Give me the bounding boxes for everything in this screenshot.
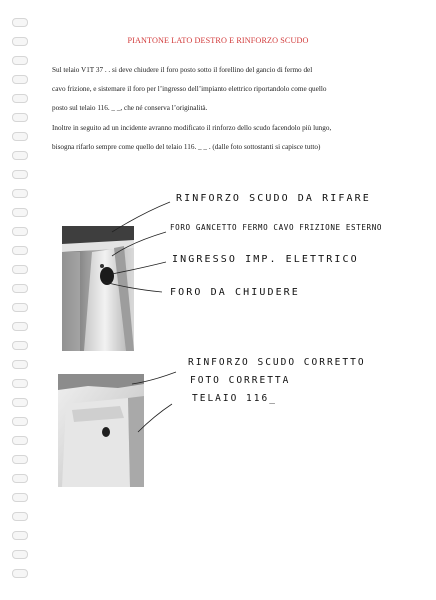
paragraph-line-3: posto sul telaio 116. _ _, che né conserva l’originalità.	[52, 104, 208, 112]
handwritten-label-reinforcement-to-redo: RINFORZO SCUDO DA RIFARE	[176, 193, 371, 204]
paragraph-line-4: Inoltre in seguito ad un incidente avranno modificato il rinforzo dello scudo facendolo più lungo,	[52, 124, 332, 132]
paragraph-line-2: cavo frizione, e sistemare il foro per l’ingresso dell’impianto elettrico riportandolo come quello	[52, 85, 327, 93]
handwritten-label-correct-photo: FOTO CORRETTA	[190, 375, 291, 386]
handwritten-label-correct-reinforcement: RINFORZO SCUDO CORRETTO	[188, 357, 366, 368]
handwritten-label-hole-to-close: FORO DA CHIUDERE	[170, 287, 300, 298]
leader-line-4	[104, 282, 162, 292]
handwritten-label-electrical-entry: INGRESSO IMP. ELETTRICO	[172, 254, 359, 265]
paragraph-line-5: bisogna rifarlo sempre come quello del telaio 116. _ _ . (dalle foto sottostanti si capisce tutto)	[52, 143, 321, 151]
leader-line-3	[112, 262, 166, 274]
paragraph-line-1: Sul telaio V1T 37 . . si deve chiudere il foro posto sotto il forellino del gancio di fermo del	[52, 66, 313, 74]
leader-line-6	[138, 404, 172, 432]
handwritten-label-clutch-cable-hook-hole: FORO GANCETTO FERMO CAVO FRIZIONE ESTERNO	[170, 223, 383, 232]
leader-line-2	[112, 232, 166, 256]
leader-line-1	[112, 202, 170, 232]
handwritten-label-frame-116: TELAIO 116_	[192, 393, 277, 404]
leader-line-5	[132, 372, 176, 384]
document-title: PIANTONE LATO DESTRO E RINFORZO SCUDO	[127, 36, 309, 45]
